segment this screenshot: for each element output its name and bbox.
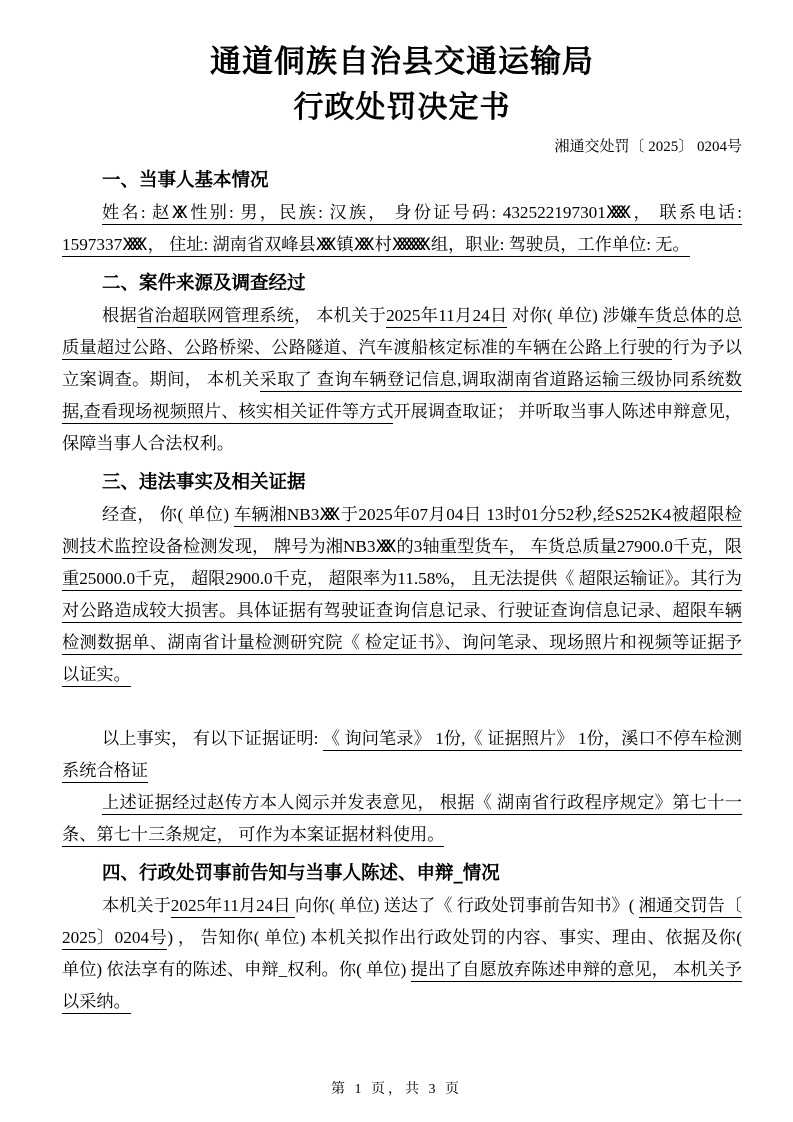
filled-in-value: 车货总体的总质量超过公路、公路桥梁、公路隧道、汽车渡船核定标准的车辆在公路上行驶的 bbox=[62, 306, 742, 360]
paragraph bbox=[62, 723, 742, 787]
text-run: 根据 bbox=[102, 306, 137, 325]
filled-in-value: 湘通交罚告〔 2025〕0204号 bbox=[62, 896, 742, 950]
org-title: 通道侗族自治县交通运输局 bbox=[210, 44, 594, 80]
section bbox=[62, 267, 742, 460]
document-title: 行政处罚决定书 bbox=[293, 90, 511, 125]
paragraph bbox=[62, 499, 742, 691]
section-heading: 三、违法事实及相关证据 bbox=[102, 472, 306, 493]
filled-in-value: 姓名: 赵XX 性别: 男，民族: 汉族， 身份证号码: 432522197301XXXX ， 联系电话: 1597337XXXX ， 住址: 湖南省双峰县XXX 镇XXX 村XXXXXXX 组，职业: 驾驶员，工作单位: 无。 bbox=[62, 203, 743, 255]
filled-in-value: 提出了自愿放弃陈述申辩的意见， 本机关予以采纳。 bbox=[62, 960, 742, 1014]
filled-in-value: 2025年11月24日 bbox=[386, 306, 507, 328]
paragraph bbox=[62, 787, 742, 851]
redaction-x-run: XXX bbox=[353, 235, 368, 255]
text-run: 经查， 你( 单位) bbox=[102, 505, 234, 524]
redaction-x-run: XXXXXXX bbox=[391, 235, 424, 255]
text-run: ) ， 告知你( 单位) 本机关拟作出行政处罚的内容、事实、理由、依据及你( 单位) 依法享有的陈述、申辩_权利。你( 单位) bbox=[62, 928, 742, 979]
filled-in-value: 车辆湘NB3XXX 于2025年07月04日 13时01分52秒,经S252K4被超限检测技术监控设备检测发现， 牌号为湘NB3XXX 的3轴重型货车， 车货总质量27900.0千克，限重25000.0千克， 超限2900.0千克， 超限率为11.58%， 且无法提供《 超限运输证》。其行为对公路造成较大损害。具体证据有驾驶证查询信息记录、行驶证查询信息记录、超限车辆检测数据单、湖南省计量检测研究院《 检定证书》、询问笔录、现场照片和视频等证据予以证实。 bbox=[62, 505, 742, 687]
text-run: 以上事实， 有以下证据证明: bbox=[102, 729, 323, 748]
paragraph bbox=[62, 197, 742, 261]
section bbox=[62, 164, 742, 261]
redaction-x-run: XXX bbox=[315, 235, 330, 255]
section-heading: 二、案件来源及调查经过 bbox=[102, 273, 306, 294]
text-run: ， 本机关于 bbox=[294, 306, 387, 325]
text-run: 向你( 单位) 送达了《 行政处罚事前告知书》( bbox=[294, 896, 639, 915]
text-run: 开展调查取证； 并听取当事人陈述申辩意见， 保障当事人合法权利。 bbox=[62, 402, 742, 453]
document-number: 湘通交处罚〔 2025〕 0204号 bbox=[554, 139, 742, 155]
section bbox=[62, 857, 742, 1018]
redaction-x-run: XXX bbox=[319, 505, 334, 525]
redaction-x-run: XXXX bbox=[605, 203, 625, 223]
section-heading: 四、行政处罚事前告知与当事人陈述、申辩_情况 bbox=[102, 863, 500, 884]
filled-in-value: 上述证据经过赵传方本人阅示并发表意见， 根据《 湖南省行政程序规定》第七十一条、第七十三条规定， 可作为本案证据材料使用。 bbox=[62, 793, 742, 847]
page-number: 第 1 页，共 3 页 bbox=[331, 1082, 462, 1097]
text-run: 对你( 单位) 涉嫌 bbox=[507, 306, 638, 325]
sections bbox=[62, 164, 742, 1018]
redaction-x-run: XXXX bbox=[122, 235, 141, 255]
text-run: 本机关于 bbox=[102, 896, 171, 915]
filled-in-value: 2025年11月24日 bbox=[171, 896, 295, 918]
paragraph bbox=[62, 300, 742, 460]
paragraph bbox=[62, 890, 742, 1018]
text-run: 行为予以立案调查。期间， 本机关 bbox=[62, 338, 742, 389]
filled-in-value: 省治超联网管理系统 bbox=[137, 306, 294, 328]
section-heading: 一、当事人基本情况 bbox=[102, 170, 269, 191]
filled-in-value: 《 询问笔录》 1份,《 证据照片》 1份，溪口不停车检测系统合格证 bbox=[62, 729, 742, 783]
filled-in-value: 采取了 查询车辆登记信息,调取湖南省道路运输三级协同系统数据,查看现场视频照片、核实相关证件等方式 bbox=[62, 370, 742, 424]
section bbox=[62, 466, 742, 851]
redaction-x-run: XXX bbox=[375, 537, 390, 557]
redaction-x-run: XX bbox=[171, 203, 181, 223]
